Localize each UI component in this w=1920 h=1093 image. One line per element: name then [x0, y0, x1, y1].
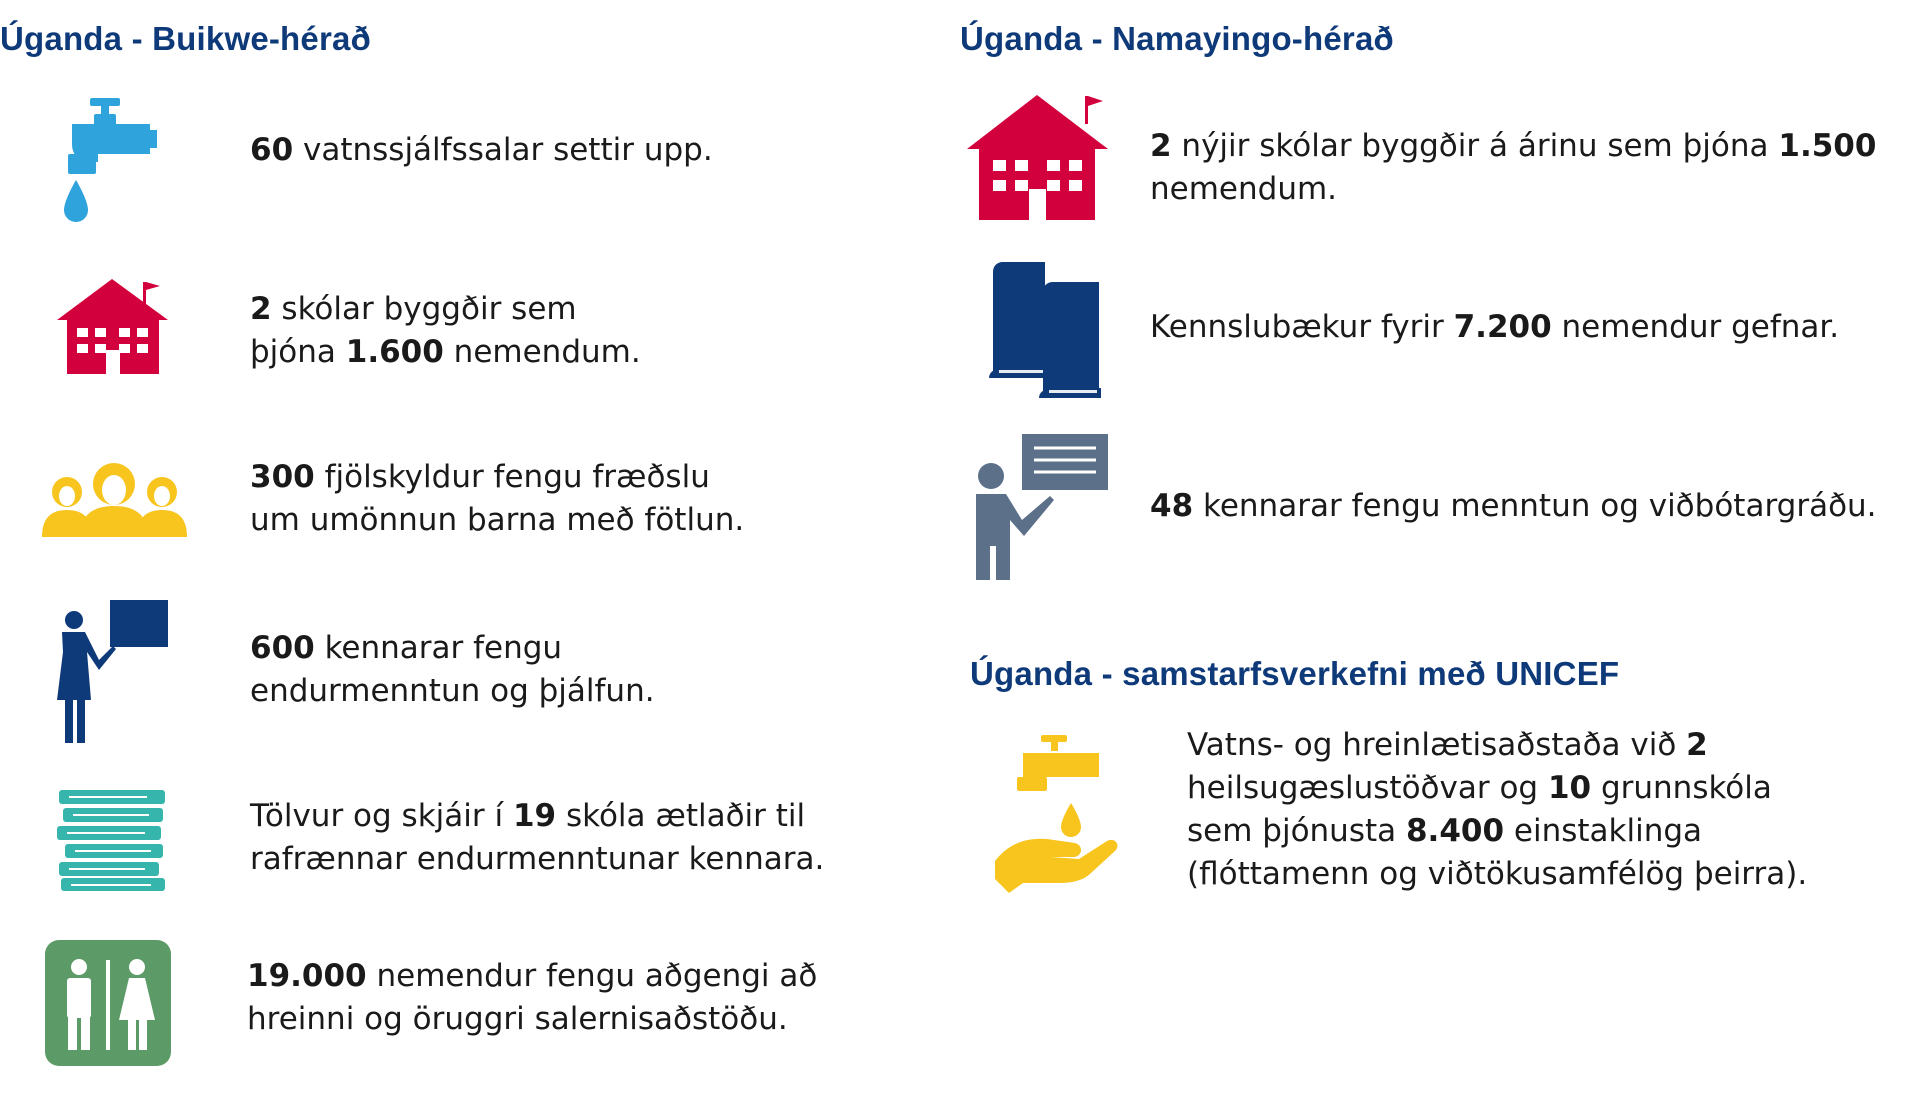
left-item-2-text: 2 skólar byggðir sem þjóna 1.600 nemendum.: [250, 291, 641, 370]
left-item-3-text: 300 fjölskyldur fengu fræðslu um umönnun barna með fötlun.: [250, 459, 745, 538]
left-item-5-text: Tölvur og skjáir í 19 skóla ætlaðir til rafrænnar endurmenntunar kennara.: [250, 798, 825, 877]
right-item-1-text: 2 nýjir skólar byggðir á árinu sem þjóna 1.500 nemendum.: [1150, 128, 1877, 207]
book-stack-icon: [55, 786, 170, 892]
right-section-heading: Úganda - Namayingo-hérað: [960, 20, 1394, 57]
left-item-4-text: 600 kennarar fengu endurmenntun og þjálfun.: [250, 630, 655, 709]
right-item-3-text: 48 kennarar fengu menntun og viðbótargráðu.: [1150, 488, 1877, 524]
left-item-6-text: 19.000 nemendur fengu aðgengi að hreinni og öruggri salernisaðstöðu.: [247, 958, 818, 1037]
toilet-icon: [45, 940, 171, 1066]
school-icon: [55, 276, 170, 376]
textbooks-icon: [985, 262, 1105, 400]
water-tap-icon: [60, 92, 165, 227]
tap-hand-icon: [995, 733, 1120, 893]
unicef-item-text: Vatns- og hreinlætisaðstaða við 2 heilsugæslustöðvar og 10 grunnskóla sem þjónusta 8.400 einstaklinga (flóttamenn og viðtökusamfélög þeirra).: [1187, 727, 1808, 892]
left-section-heading: Úganda - Buikwe-hérað: [0, 20, 371, 57]
school-icon-large: [965, 92, 1110, 222]
right-item-2-text: Kennslubækur fyrir 7.200 nemendur gefnar.: [1150, 309, 1840, 345]
teacher-board-icon: [55, 600, 170, 745]
left-item-1-text: 60 vatnssjálfssalar settir upp.: [250, 132, 713, 168]
family-icon: [42, 462, 187, 537]
teacher-presentation-icon: [970, 434, 1110, 582]
unicef-section-heading: Úganda - samstarfsverkefni með UNICEF: [970, 655, 1620, 692]
